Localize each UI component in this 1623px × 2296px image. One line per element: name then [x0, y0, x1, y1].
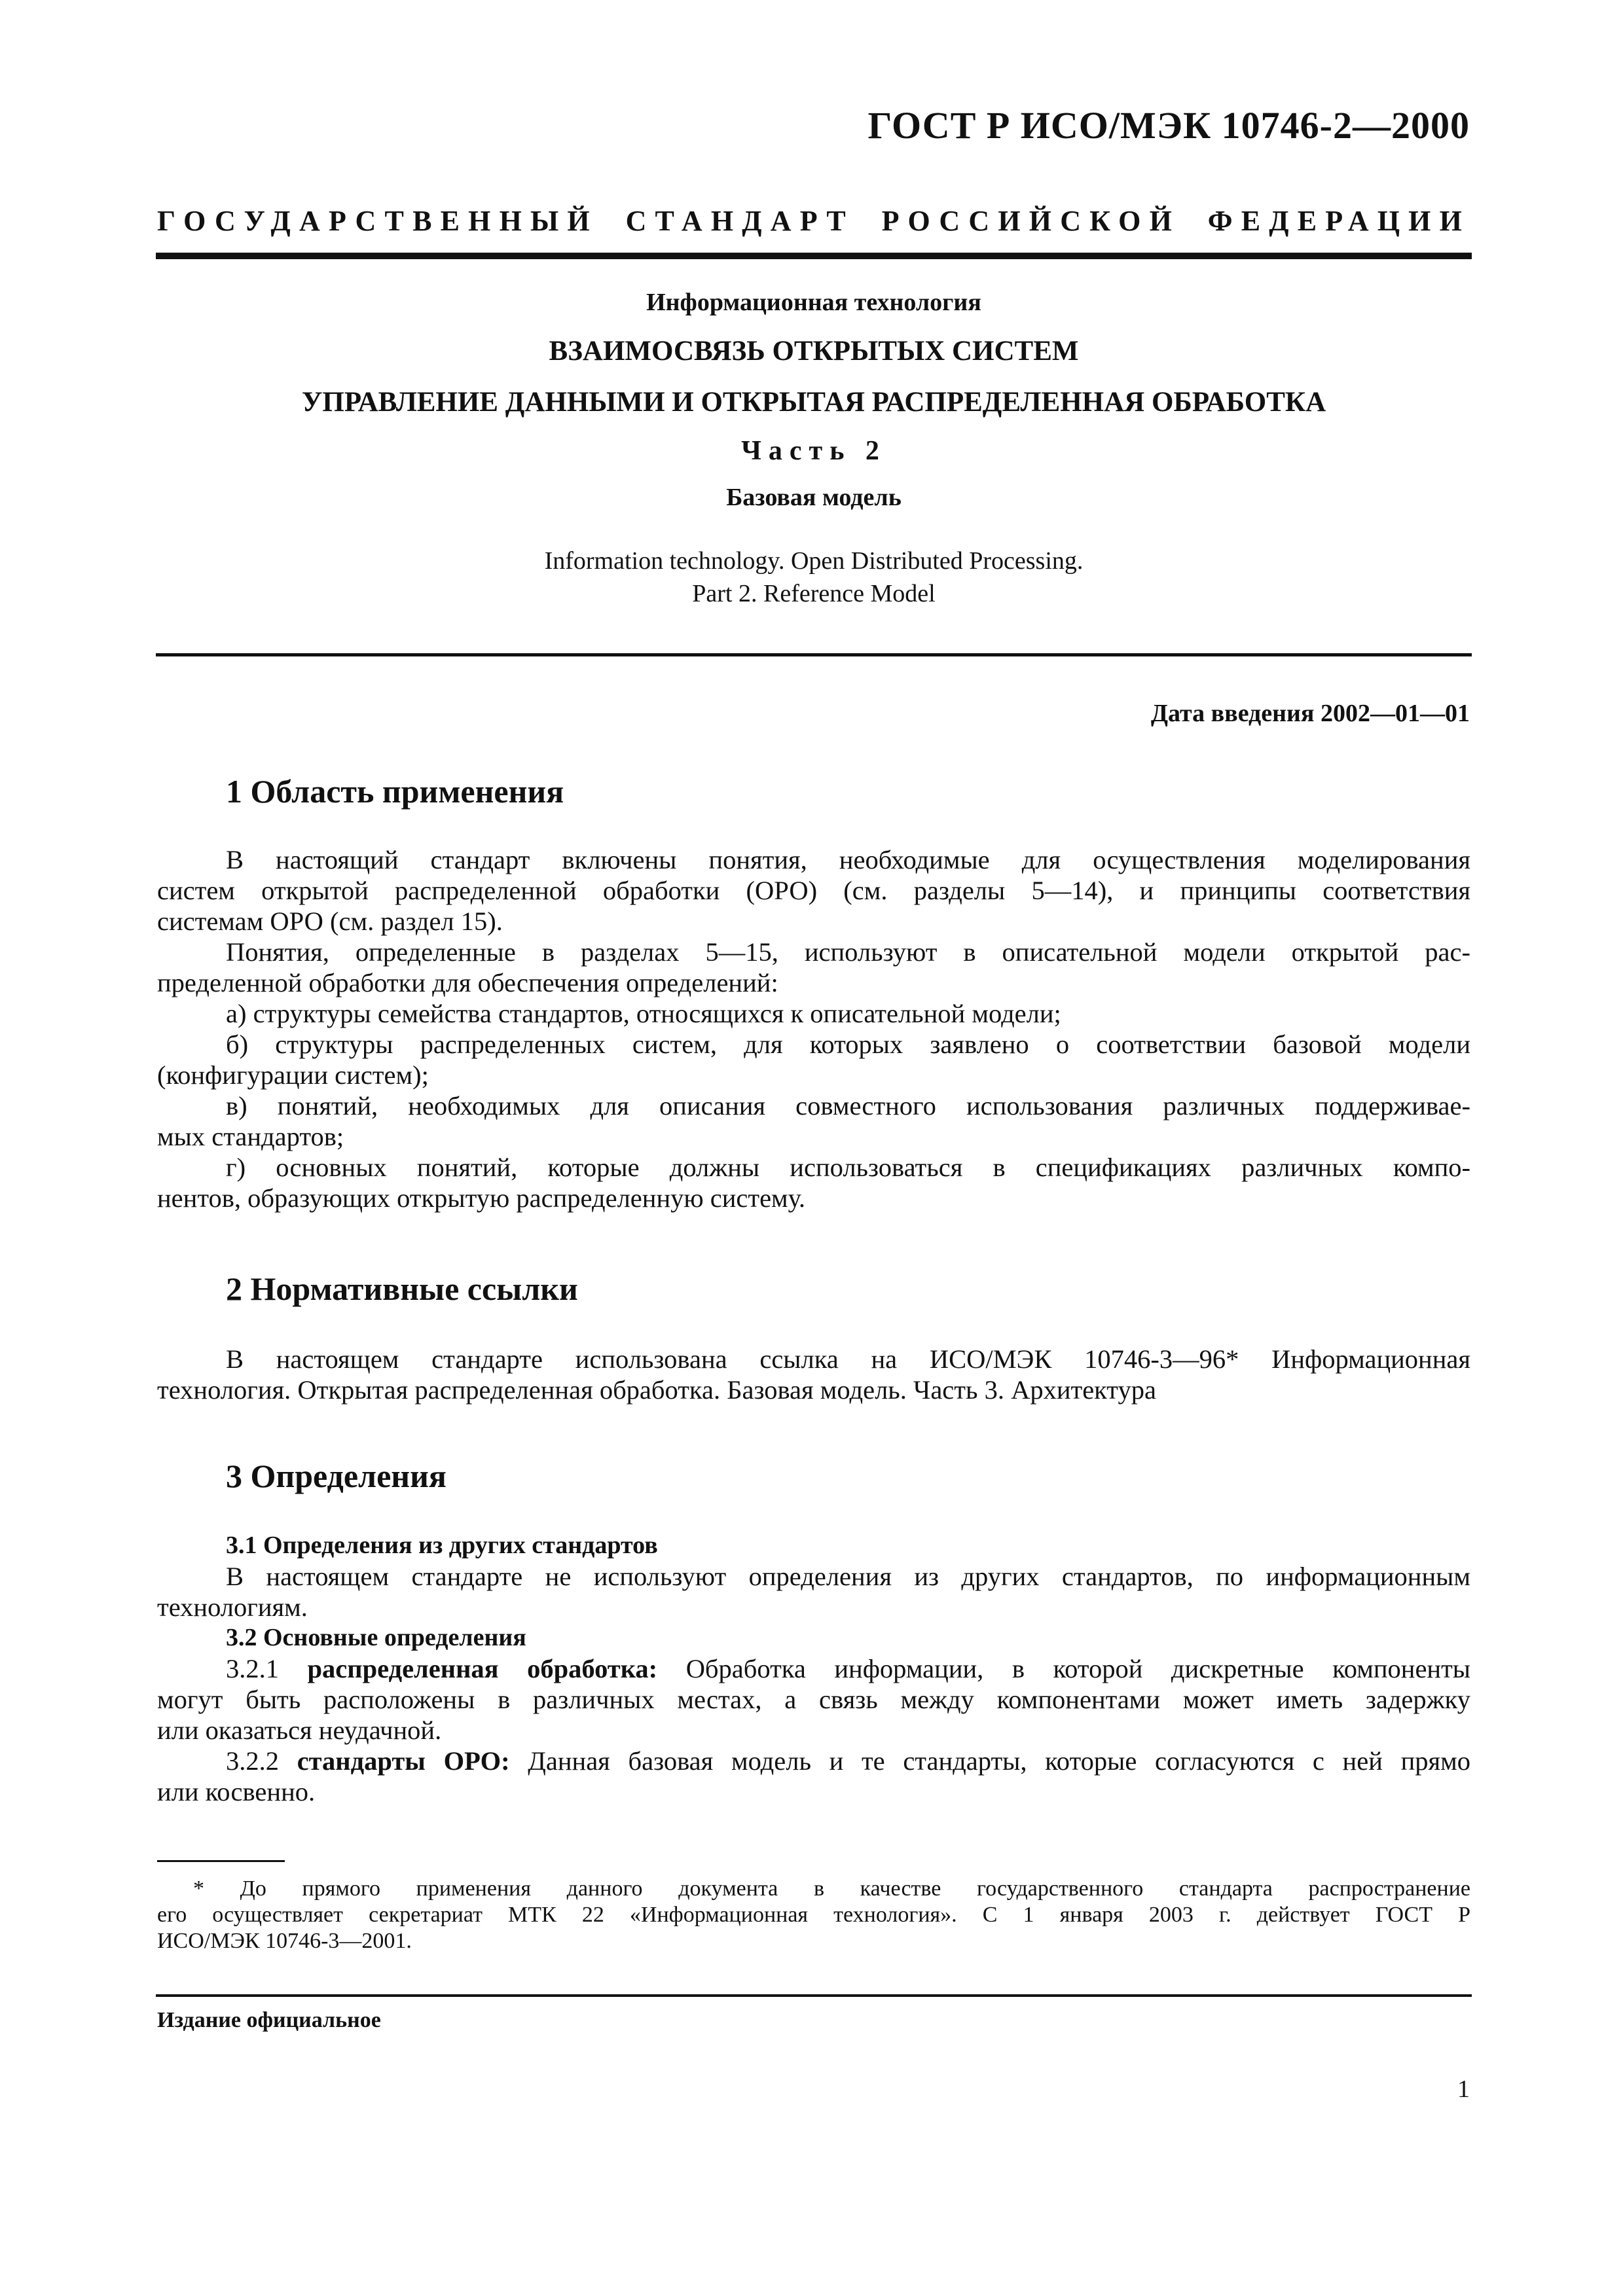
- document-code: ГОСТ Р ИСО/МЭК 10746-2—2000: [867, 104, 1470, 147]
- definition-line: могут быть расположены в различных местах, а связь между компонентами может иметь задержку: [157, 1685, 1470, 1714]
- footnote-line: ИСО/МЭК 10746-3—2001.: [157, 1929, 412, 1953]
- subsection-3-2-heading: 3.2 Основные определения: [226, 1624, 526, 1651]
- section-1-list-item: в) понятий, необходимых для описания совместного использования различных поддерживае-: [226, 1091, 1470, 1121]
- section-1-list-item: б) структуры распределенных систем, для которых заявлено о соответствии базовой модели: [226, 1030, 1470, 1059]
- section-2-line: технология. Открытая распределенная обработка. Базовая модель. Часть 3. Архитектура: [157, 1375, 1156, 1405]
- footer-divider: [156, 1994, 1472, 1997]
- subsection-3-1-heading: 3.1 Определения из других стандартов: [226, 1532, 658, 1559]
- page-number: 1: [1457, 2075, 1470, 2103]
- standard-banner: ГОСУДАРСТВЕННЫЙ СТАНДАРТ РОССИЙСКОЙ ФЕДЕРАЦИИ: [157, 205, 1470, 237]
- section-1-line: системам ОРО (см. раздел 15).: [157, 906, 503, 936]
- definition-number: 3.2.1: [226, 1654, 279, 1683]
- title-english-2: Part 2. Reference Model: [692, 580, 936, 607]
- subsection-3-1-line: В настоящем стандарте не используют определения из других стандартов, по информационным: [226, 1562, 1470, 1591]
- edition-label: Издание официальное: [157, 2008, 381, 2032]
- definition-term: стандарты ОРО:: [297, 1746, 510, 1776]
- section-1-heading: 1 Область применения: [226, 773, 564, 810]
- definition-number: 3.2.2: [226, 1746, 279, 1776]
- section-1-line: (конфигурации систем);: [157, 1060, 429, 1090]
- section-1-list-item: а) структуры семейства стандартов, относящихся к описательной модели;: [226, 999, 1061, 1028]
- header-divider: [156, 253, 1472, 259]
- introduction-date: Дата введения 2002—01—01: [1150, 700, 1470, 727]
- section-1-line: В настоящий стандарт включены понятия, необходимые для осуществления моделирования: [226, 845, 1470, 874]
- title-english-1: Information technology. Open Distributed Processing.: [544, 547, 1084, 575]
- title-part: Часть 2: [741, 436, 886, 466]
- definition-3-2-2: [226, 1746, 1470, 1776]
- subsection-3-1-line: технологиям.: [157, 1592, 308, 1622]
- title-part-name: Базовая модель: [726, 484, 902, 511]
- footnote-line: его осуществляет секретариат МТК 22 «Информационная технология». С 1 января 2003 г. действует ГОСТ Р: [157, 1903, 1470, 1927]
- section-1-list-item: г) основных понятий, которые должны использоваться в спецификациях различных компо-: [226, 1153, 1470, 1182]
- definition-line: или оказаться неудачной.: [157, 1715, 442, 1745]
- footnote-separator: [157, 1860, 285, 1862]
- title-subject: Информационная технология: [646, 289, 981, 316]
- definition-line: или косвенно.: [157, 1777, 316, 1806]
- footnote-line: * До прямого применения данного документа в качестве государственного стандарта распространение: [193, 1876, 1470, 1901]
- section-1-line: мых стандартов;: [157, 1122, 344, 1151]
- section-1-line: нентов, образующих открытую распределенную систему.: [157, 1183, 805, 1213]
- definition-3-2-1: [226, 1653, 1470, 1684]
- definition-term: распределенная обработка:: [307, 1654, 658, 1683]
- definition-text: Обработка информации, в которой дискретные компоненты: [685, 1654, 1471, 1683]
- title-divider: [156, 653, 1472, 656]
- section-1-line: Понятия, определенные в разделах 5—15, используют в описательной модели открытой рас-: [226, 937, 1470, 967]
- section-2-line: В настоящем стандарте использована ссылка на ИСО/МЭК 10746-3—96* Информационная: [226, 1344, 1470, 1374]
- section-3-heading: 3 Определения: [226, 1458, 447, 1494]
- section-1-line: пределенной обработки для обеспечения определений:: [157, 968, 778, 997]
- definition-text: Данная базовая модель и те стандарты, которые согласуются с ней прямо: [528, 1746, 1471, 1776]
- section-2-heading: 2 Нормативные ссылки: [226, 1270, 578, 1307]
- title-line-2: УПРАВЛЕНИЕ ДАННЫМИ И ОТКРЫТАЯ РАСПРЕДЕЛЕННАЯ ОБРАБОТКА: [301, 387, 1326, 418]
- section-1-line: систем открытой распределенной обработки (ОРО) (см. разделы 5—14), и принципы соответствия: [157, 876, 1470, 905]
- title-line-1: ВЗАИМОСВЯЗЬ ОТКРЫТЫХ СИСТЕМ: [549, 336, 1079, 367]
